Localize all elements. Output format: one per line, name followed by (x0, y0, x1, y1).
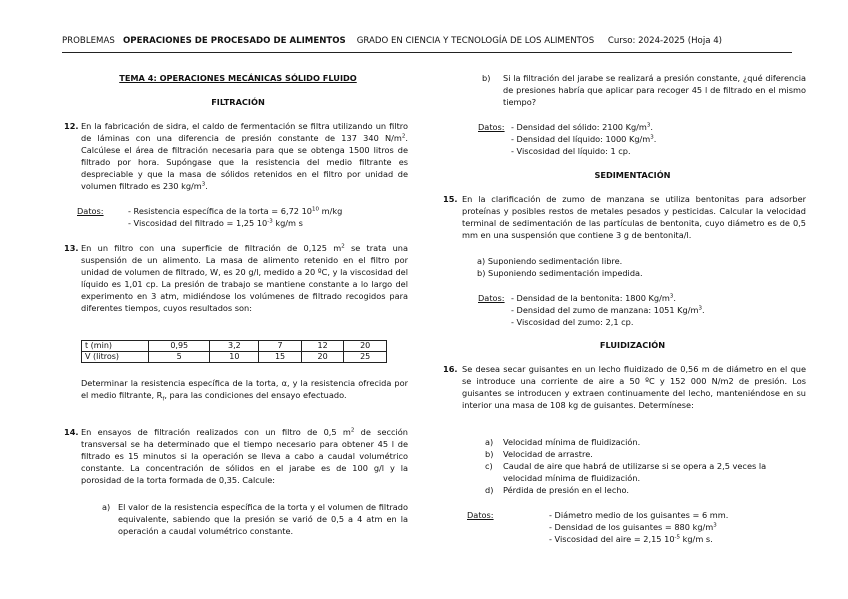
problem-15-text: En la clarificación de zumo de manzana se utiliza bentonitas para adsorber proteínas y posibles restos de metales pesados y pesticidas. Calcular la velocidad terminal de sedimentación de las partículas de bentonita, cuyo diámetro es de 0,5 mm en una suspensión que contiene 3 g de bentonita/l. (462, 194, 806, 240)
topic-title: TEMA 4: OPERACIONES MECÁNICAS SÓLIDO FLUIDO (119, 73, 357, 83)
problem-14-datos: - Densidad del sólido: 2100 $Kg/m^3$. - Densidad del líquido: 1000 $Kg/m^3$. - Viscosidad del líquido: 1 cp. (511, 122, 657, 156)
table-row: t (min) 0,95 3,2 7 12 20 (82, 341, 387, 352)
problem-13-data-table (81, 340, 387, 363)
problem-14-b-text: Si la filtración del jarabe se realizará a presión constante, ¿qué diferencia de presiones habría que aplicar para recoger 45 l de filtrado en el mismo tiempo? (503, 73, 806, 107)
problem-15-datos-label: Datos: (478, 293, 505, 303)
list-item: b) Velocidad de arrastre. (485, 448, 593, 459)
problem-14-b-label: b) (482, 73, 491, 83)
problem-16-number: 16. (443, 364, 458, 374)
problem-12-number: 12. (64, 121, 79, 131)
page-header (62, 36, 792, 46)
header-year: Curso: 2024-2025 (Hoja 4) (607, 36, 723, 46)
section-filtracion: FILTRACIÓN (211, 97, 265, 107)
problem-16-text: Se desea secar guisantes en un lecho fluidizado de 0,56 m de diámetro en el que se introduce una corriente de aire a 50 ºC y 152 000 N/m2 de presión. Los guisantes se introducen y extraen continuamente del lecho, manteniéndose en su interior una masa de 108 kg de guisantes. Determínese: (462, 364, 806, 410)
problem-14-a-label: a) (102, 502, 111, 512)
problem-14-number: 14. (64, 427, 79, 437)
header-prefix: PROBLEMAS (62, 36, 115, 46)
problem-14-text: En ensayos de filtración realizados con un filtro de 0,5 $m^2$ de sección transversal se ha determinado que el tiempo necesario para obtener 45 l de filtrado es 15 minutos si la operación se lleva a cabo a caudal volumétrico constante. La concentración de sólidos en el jarabe es de 100 g/l y la porosidad de la torta formada de 0,35. Calcule: (81, 427, 408, 485)
problem-14-datos-label: Datos: (478, 122, 505, 132)
header-degree: GRADO EN CIENCIA Y TECNOLOGÍA DE LOS ALIMENTOS (356, 36, 595, 46)
list-item: a) Velocidad mínima de fluidización. (485, 437, 641, 447)
list-item: c) Caudal de aire que habrá de utilizarse si se opera a 2,5 veces la velocidad mínima de fluidización. (485, 460, 767, 483)
problem-12-text: En la fabricación de sidra, el caldo de fermentación se filtra utilizando un filtro de láminas con una diferencia de presión constante de 137 340 $N/m^2$. Calcúlese el área de filtración necesaria para que se obtenga 1500 litros de filtrado por hora. Supóngase que la resistencia del medio filtrante es despreciable y que la masa de sólidos retenidos en el filtro por unidad de volumen filtrado es 230 $kg/m^3$. (81, 121, 408, 191)
problem-14-a-text: El valor de la resistencia específica de la torta y el volumen de filtrado equivalente, sabiendo que la presión se varió de 0,5 a 4 atm en la operación a caudal volumétrico constante. (118, 502, 408, 536)
problem-15-datos: - Densidad de la bentonita: 1800 $Kg/m^3$. - Densidad del zumo de manzana: 1051 $Kg/m^3$. - Viscosidad del zumo: 2,1 cp. (511, 293, 705, 327)
problem-15-a: a) Suponiendo sedimentación libre. (477, 256, 623, 266)
problem-13-text: En un filtro con una superficie de filtración de 0,125 $m^2$ se trata una suspensión de un alimento. La masa de alimento retenido en el filtro por unidad de volumen de filtrado, W, es 20 g/l, medido a 20 ºC, y la viscosidad del líquido es 1,01 cp. La presión de trabajo se mantiene constante a lo largo del experimento en 3 atm, midiéndose los volúmenes de filtrado recogidos para diferentes tiempos, cuyos resultados son: (81, 243, 409, 313)
problem-15-number: 15. (443, 194, 458, 204)
problem-13-question: Determinar la resistencia específica de la torta, α, y la resistencia ofrecida por el medio filtrante, $R_f$, para las condiciones del ensayo efectuado. (81, 378, 408, 403)
header-rule (62, 52, 792, 53)
problem-15-b: b) Suponiendo sedimentación impedida. (477, 268, 643, 278)
header-course: OPERACIONES DE PROCESADO DE ALIMENTOS (122, 36, 346, 46)
list-item: d) Pérdida de presión en el lecho. (485, 484, 630, 495)
problem-13-number: 13. (64, 243, 79, 253)
table-row: V (litros) 5 10 15 20 25 (82, 352, 387, 363)
problem-16-datos-label: Datos: (467, 510, 494, 520)
section-sedimentacion: SEDIMENTACIÓN (594, 170, 671, 180)
problem-12-datos: - Resistencia específica de la torta = 6,72 $10^{10}$ m/kg - Viscosidad del filtrado = 1,25 $10^{-3}$ kg/m s (128, 206, 343, 228)
problem-16-datos: - Diámetro medio de los guisantes = 6 mm. - Densidad de los guisantes = 880 $kg/m^3$ - Viscosidad del aire = 2,15 $10^{-5}$ kg/m s. (549, 510, 729, 544)
problem-16-items (485, 437, 805, 497)
section-fluidizacion: FLUIDIZACIÓN (599, 340, 666, 350)
problem-12-datos-label: Datos: (77, 206, 104, 216)
